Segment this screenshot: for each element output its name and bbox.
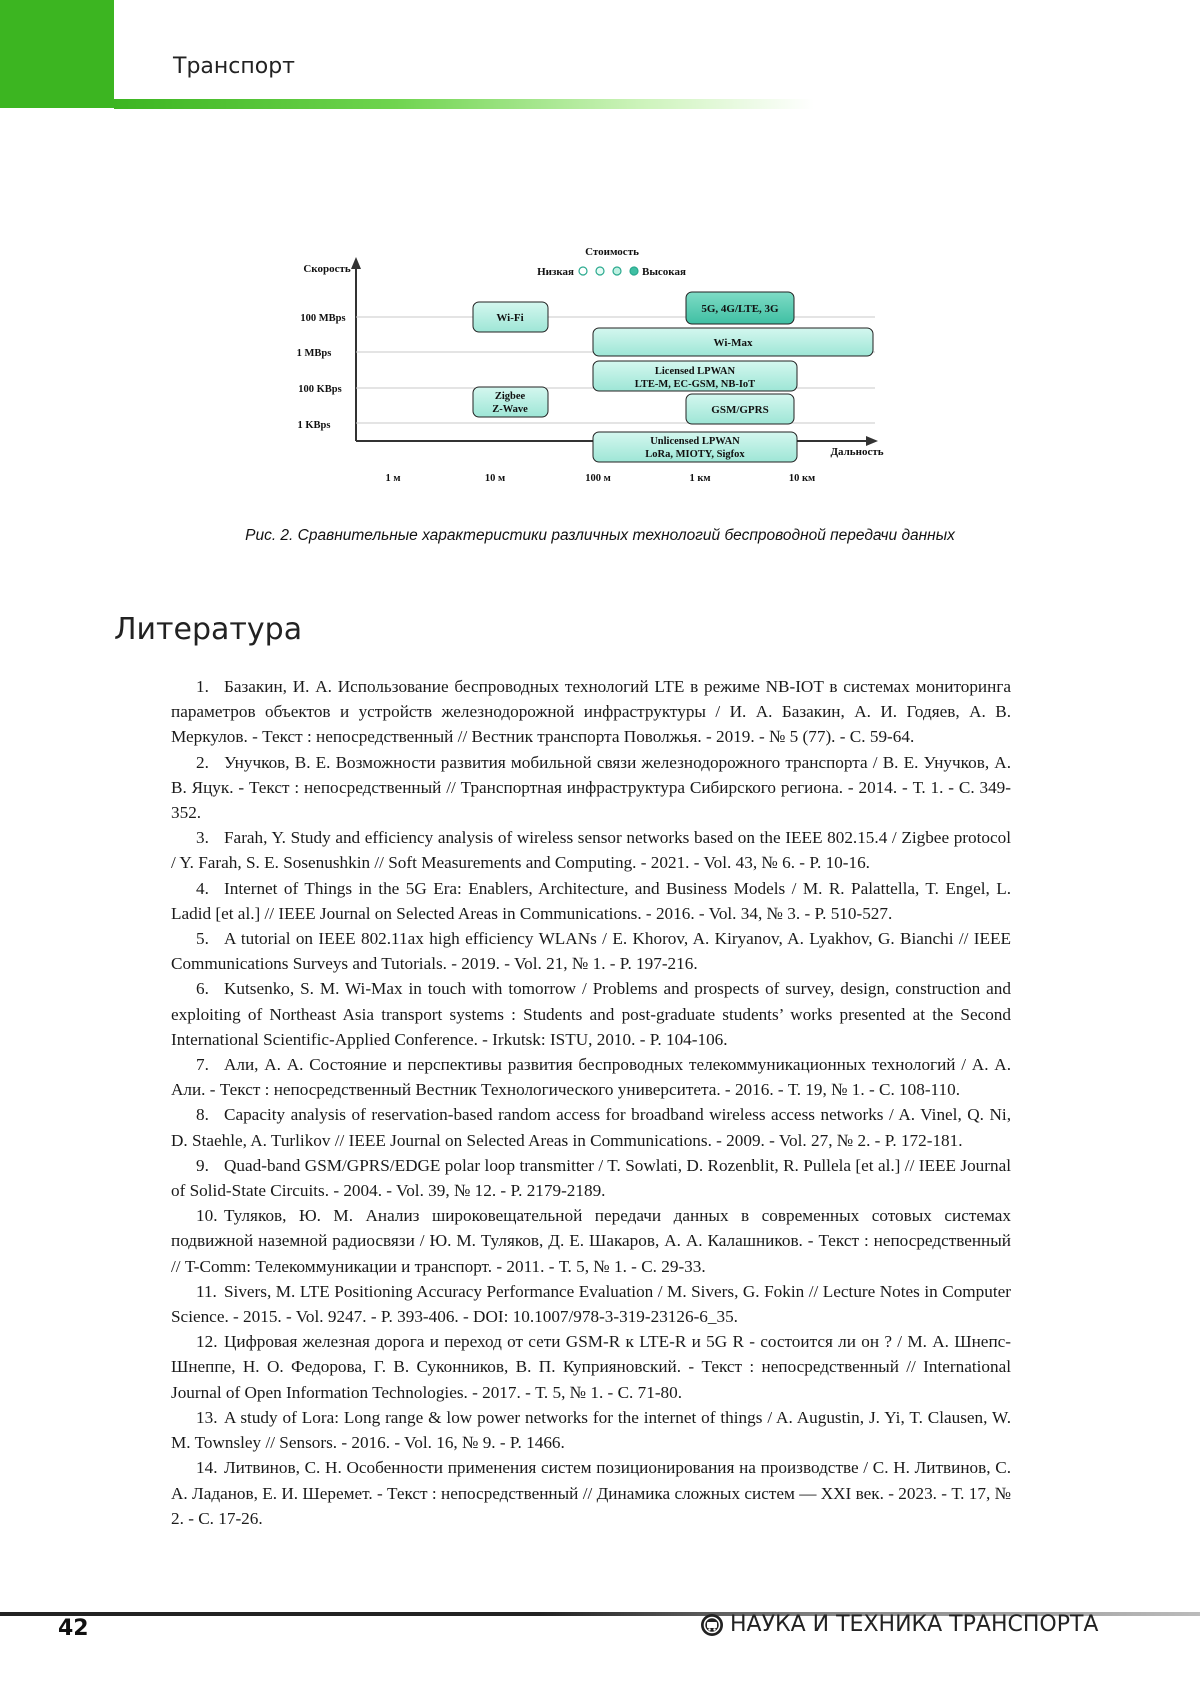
- y-tick-1mbps: 1 MBps: [296, 348, 332, 359]
- reference-number: 3.: [196, 828, 209, 848]
- cost-legend-low: Низкая: [537, 266, 574, 278]
- reference-number: 7.: [196, 1055, 209, 1075]
- reference-item: [171, 825, 1011, 875]
- reference-item: [171, 1102, 1011, 1152]
- cost-dot-2: [596, 267, 604, 275]
- reference-number: 14.: [196, 1458, 218, 1478]
- reference-item: [171, 674, 1011, 750]
- reference-text: Quad-band GSM/GPRS/EDGE polar loop transmitter / T. Sowlati, D. Rozenblit, R. Pullela [et al.] // IEEE Journal of Solid-State Circuits. - 2004. - Vol. 39, № 12. - P. 2179-2189.: [171, 1155, 1011, 1201]
- reference-item: [171, 1455, 1011, 1531]
- reference-number: 4.: [196, 878, 209, 898]
- reference-item: [171, 750, 1011, 826]
- reference-text: Farah, Y. Study and efficiency analysis of wireless sensor networks based on the IEEE 802.15.4 / Zigbee protocol / Y. Farah, S. E. Sosenushkin // Soft Measurements and Computing. - 2021. - Vol. 43, № 6. - P. 10-16.: [171, 828, 1011, 873]
- literature-heading: Литература: [114, 612, 303, 647]
- reference-text: Унучков, В. Е. Возможности развития мобильной связи железнодорожного транспорта / В. Е. Унучков, А. В. Яцук. - Текст : непосредственный // Транспортная инфраструктура Сибирского региона. - 2014. - Т. 1. - С. 349-352.: [171, 752, 1011, 823]
- cost-legend-high: Высокая: [642, 266, 686, 278]
- reference-item: [171, 1405, 1011, 1455]
- tech-label-zigbee: Zigbee: [494, 391, 526, 402]
- reference-number: 6.: [196, 979, 209, 999]
- header-accent-block: [0, 0, 114, 108]
- reference-item: [171, 1153, 1011, 1203]
- technology-comparison-diagram: [280, 235, 910, 490]
- y-tick-100kbps: 100 KBps: [298, 384, 342, 395]
- y-tick-100mbps: 100 MBps: [300, 313, 346, 324]
- x-tick-10km: 10 км: [788, 473, 816, 484]
- reference-text: Internet of Things in the 5G Era: Enablers, Architecture, and Business Models / M. R. Palattella, T. Engel, L. Ladid [et al.] // IEEE Journal on Selected Areas in Communications. - 2016. - Vol. 34, № 3. - P. 510-527.: [171, 878, 1011, 923]
- header-accent-line: [114, 99, 814, 109]
- tech-label-wimax: Wi-Max: [713, 337, 753, 349]
- reference-number: 13.: [196, 1407, 218, 1427]
- figure-caption: Рис. 2. Сравнительные характеристики различных технологий беспроводной передачи данных: [245, 527, 955, 544]
- journal-name-block: [700, 1612, 1098, 1637]
- y-axis-label: Скорость: [303, 263, 351, 275]
- page-number: 42: [58, 1616, 89, 1641]
- reference-item: [171, 876, 1011, 926]
- reference-text: Али, А. А. Состояние и перспективы развития беспроводных телекоммуникационных технологий / А. А. Али. - Текст : непосредственный Вестник Технологического университета. - 2016. - Т. 19, № 1. - С. 108-110.: [171, 1055, 1011, 1100]
- cost-dot-4: [630, 267, 638, 275]
- reference-number: 5.: [196, 929, 209, 949]
- reference-item: [171, 1279, 1011, 1329]
- x-tick-1m: 1 м: [385, 473, 401, 484]
- reference-item: [171, 1329, 1011, 1405]
- reference-number: 12.: [196, 1332, 218, 1352]
- reference-number: 11.: [196, 1281, 217, 1301]
- x-axis-label: Дальность: [830, 446, 884, 458]
- reference-text: Туляков, Ю. М. Анализ широковещательной передачи данных в современных сотовых системах подвижной наземной радиосвязи / Ю. М. Туляков, Д. Е. Шакаров, А. А. Калашников. - Текст : непосредственный // T-Comm: Телекоммуникации и транспорт. - 2011. - Т. 5, № 1. - С. 29-33.: [171, 1206, 1011, 1276]
- reference-text: Литвинов, С. Н. Особенности применения систем позиционирования на производстве / С. Н. Литвинов, С. А. Ладанов, Е. И. Шеремет. - Текст : непосредственный // Динамика сложных систем — XXI век. - 2023. - Т. 17, № 2. - С. 17-26.: [171, 1458, 1011, 1528]
- reference-text: A study of Lora: Long range & low power networks for the internet of things / A. Augustin, J. Yi, T. Clausen, W. M. Townsley // Sensors. - 2016. - Vol. 16, № 9. - P. 1466.: [171, 1407, 1011, 1453]
- reference-text: Kutsenko, S. M. Wi-Max in touch with tomorrow / Problems and prospects of survey, design, construction and exploiting of Northeast Asia transport systems : Students and post-graduate students’ works presented at the Second International Scientific-Applied Conference. - Irkutsk: ISTU, 2010. - P. 104-106.: [171, 979, 1011, 1049]
- tech-label-gsm-gprs: GSM/GPRS: [711, 404, 769, 416]
- tech-label-wifi: Wi-Fi: [496, 312, 524, 324]
- section-title: Транспорт: [173, 54, 295, 79]
- journal-name: НАУКА И ТЕХНИКА ТРАНСПОРТА: [730, 1612, 1099, 1637]
- reference-text: Базакин, И. А. Использование беспроводных технологий LTE в режиме NB-IOT в системах мониторинга параметров объектов и устройств железнодорожной инфраструктуры / И. А. Базакин, А. И. Годяев, А. В. Меркулов. - Текст : непосредственный // Вестник транспорта Поволжья. - 2019. - № 5 (77). - С. 59-64.: [171, 677, 1011, 747]
- reference-number: 2.: [196, 752, 209, 772]
- tech-label-unlicensed-lpwan-1: Unlicensed LPWAN: [650, 436, 740, 447]
- cost-dot-3: [613, 267, 621, 275]
- reference-text: Sivers, M. LTE Positioning Accuracy Performance Evaluation / M. Sivers, G. Fokin // Lecture Notes in Computer Science. - 2015. - Vol. 9247. - P. 393-406. - DOI: 10.1007/978-3-319-23126-6_35.: [171, 1281, 1011, 1327]
- x-tick-1km: 1 км: [689, 473, 711, 484]
- reference-item: [171, 1203, 1011, 1279]
- reference-number: 10.: [196, 1206, 218, 1226]
- reference-item: [171, 1052, 1011, 1102]
- journal-logo-icon: [700, 1613, 724, 1637]
- reference-item: [171, 926, 1011, 976]
- reference-item: [171, 976, 1011, 1052]
- tech-label-unlicensed-lpwan-2: LoRa, MIOTY, Sigfox: [645, 449, 745, 460]
- tech-label-zwave: Z-Wave: [492, 404, 528, 415]
- reference-text: Цифровая железная дорога и переход от сети GSM-R к LTE-R и 5G R - состоится ли он ? / М. А. Шнепс-Шнеппе, Н. О. Федорова, Г. В. Суконников, В. П. Куприяновский. - Текст : непосредственный // International Journal of Open Information Technologies. - 2017. - Т. 5, № 1. - С. 71-80.: [171, 1332, 1011, 1402]
- tech-label-5g-4g-3g: 5G, 4G/LTE, 3G: [701, 303, 779, 315]
- reference-text: A tutorial on IEEE 802.11ax high efficiency WLANs / E. Khorov, A. Kiryanov, A. Lyakhov, G. Bianchi // IEEE Communications Surveys and Tutorials. - 2019. - Vol. 21, № 1. - P. 197-216.: [171, 929, 1011, 974]
- x-axis-arrow: [866, 436, 878, 446]
- y-axis-arrow: [351, 257, 361, 269]
- reference-number: 8.: [196, 1105, 209, 1125]
- x-tick-100m: 100 м: [585, 473, 611, 484]
- reference-list: [171, 674, 1011, 1531]
- reference-text: Capacity analysis of reservation-based random access for broadband wireless access networks / A. Vinel, Q. Ni, D. Staehle, A. Turlikov // IEEE Journal on Selected Areas in Communications. - 2009. - Vol. 27, № 2. - P. 172-181.: [171, 1105, 1011, 1150]
- cost-legend-title: Стоимость: [585, 246, 639, 258]
- reference-number: 9.: [196, 1155, 209, 1175]
- cost-dot-1: [579, 267, 587, 275]
- x-tick-10m: 10 м: [484, 473, 506, 484]
- y-tick-1kbps: 1 KBps: [297, 420, 331, 431]
- reference-number: 1.: [196, 677, 209, 696]
- tech-label-licensed-lpwan-2: LTE-M, EC-GSM, NB-IoT: [634, 379, 756, 390]
- tech-label-licensed-lpwan-1: Licensed LPWAN: [654, 366, 736, 377]
